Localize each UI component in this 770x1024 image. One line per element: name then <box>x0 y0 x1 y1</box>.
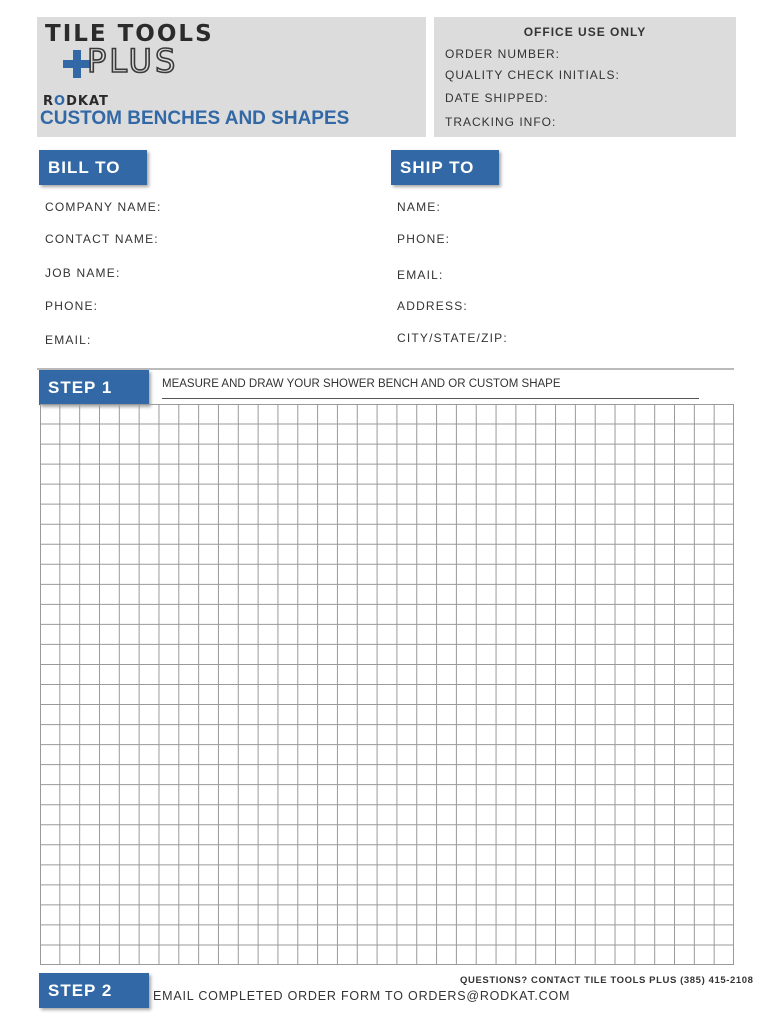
office-use-panel <box>434 17 736 137</box>
drawing-grid[interactable] <box>40 404 734 965</box>
contact-info: QUESTIONS? CONTACT TILE TOOLS PLUS (385) 415-2108 <box>460 975 754 986</box>
office-use-title: OFFICE USE ONLY <box>523 25 647 39</box>
bill-email-field[interactable]: EMAIL: <box>45 333 92 347</box>
step1-tab: STEP 1 <box>39 370 149 405</box>
step2-tab: STEP 2 <box>39 973 149 1008</box>
bill-to-tab: BILL TO <box>39 150 147 185</box>
step2-instruction: EMAIL COMPLETED ORDER FORM TO ORDERS@RODKAT.COM <box>153 989 571 1003</box>
logo-part: O <box>54 94 67 109</box>
ship-email-field[interactable]: EMAIL: <box>397 268 444 282</box>
logo-part: DKAT <box>66 94 109 109</box>
ship-name-field[interactable]: NAME: <box>397 200 442 214</box>
order-number-field[interactable]: ORDER NUMBER: <box>445 47 561 61</box>
contact-name-field[interactable]: CONTACT NAME: <box>45 232 159 246</box>
logo-part: R <box>43 94 55 109</box>
job-name-field[interactable]: JOB NAME: <box>45 266 121 280</box>
brand-subtitle: PLUS <box>87 42 179 80</box>
date-shipped-field[interactable]: DATE SHIPPED: <box>445 91 549 105</box>
address-field[interactable]: ADDRESS: <box>397 299 468 313</box>
tracking-info-field[interactable]: TRACKING INFO: <box>445 115 557 129</box>
ship-to-tab: SHIP TO <box>391 150 499 185</box>
step1-underline <box>162 398 699 399</box>
ship-phone-field[interactable]: PHONE: <box>397 232 451 246</box>
city-state-zip-field[interactable]: CITY/STATE/ZIP: <box>397 331 508 345</box>
form-title: CUSTOM BENCHES AND SHAPES <box>40 108 350 129</box>
step1-instruction: MEASURE AND DRAW YOUR SHOWER BENCH AND OR CUSTOM SHAPE <box>162 378 561 390</box>
brand-header <box>37 17 426 137</box>
rodkat-logo <box>43 94 109 109</box>
brand-title: TILE TOOLS <box>45 21 214 47</box>
company-name-field[interactable]: COMPANY NAME: <box>45 200 162 214</box>
bill-phone-field[interactable]: PHONE: <box>45 299 99 313</box>
quality-check-field[interactable]: QUALITY CHECK INITIALS: <box>445 68 620 82</box>
